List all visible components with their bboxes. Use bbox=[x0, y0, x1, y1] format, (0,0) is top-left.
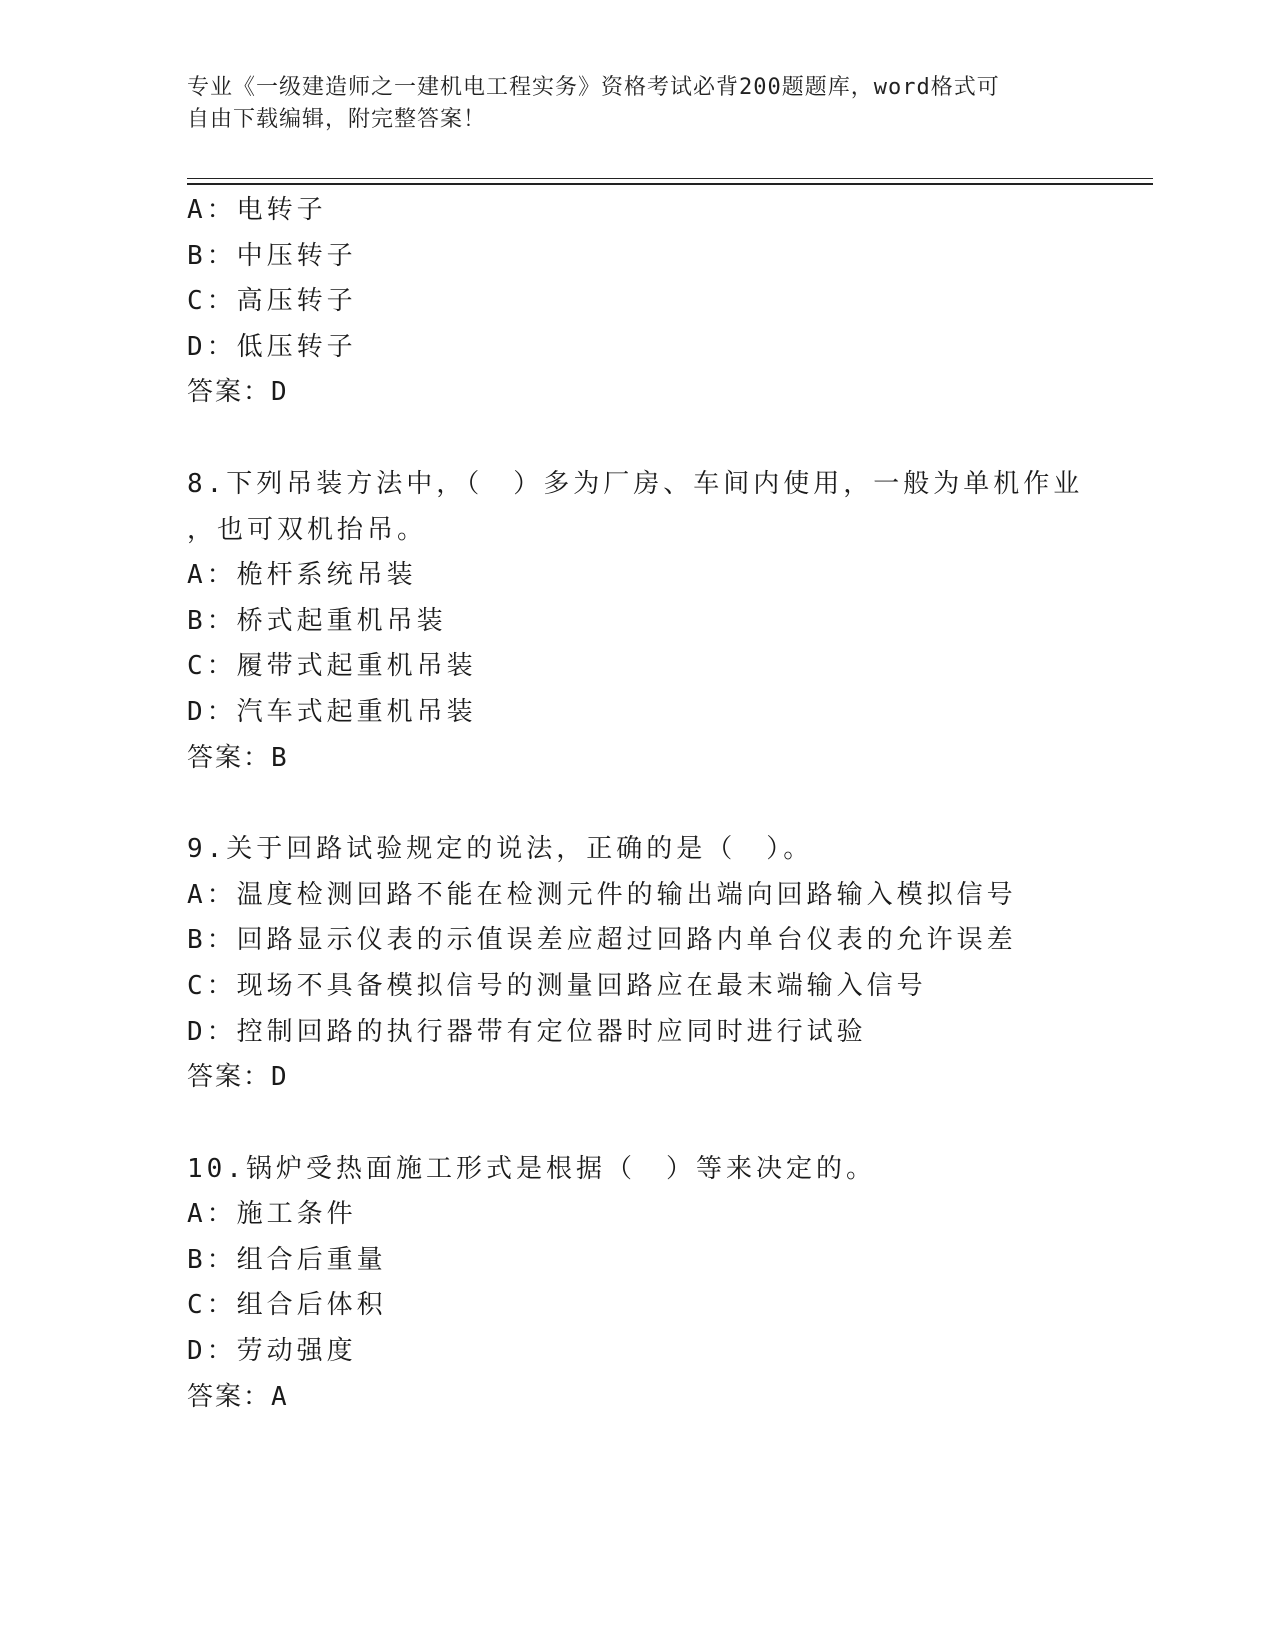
option-b: B：桥式起重机吊装 bbox=[187, 605, 447, 636]
header-line-1: 专业《一级建造师之一建机电工程实务》资格考试必背200题题库，word格式可 bbox=[187, 75, 1000, 100]
question-9 bbox=[187, 827, 1107, 1101]
document-header bbox=[187, 72, 1067, 136]
option-d: D：控制回路的执行器带有定位器时应同时进行试验 bbox=[187, 1016, 867, 1047]
option-b: B：回路显示仪表的示值误差应超过回路内单台仪表的允许误差 bbox=[187, 925, 1017, 956]
option-c: C：履带式起重机吊装 bbox=[187, 651, 477, 682]
question-stem-line-1: 8.下列吊装方法中，（ ）多为厂房、车间内使用，一般为单机作业 bbox=[187, 468, 1084, 499]
question-8 bbox=[187, 462, 1107, 781]
option-a: A：施工条件 bbox=[187, 1199, 357, 1230]
header-rule-thick bbox=[187, 183, 1153, 185]
option-a: A：桅杆系统吊装 bbox=[187, 560, 417, 591]
question-7 bbox=[187, 188, 1107, 416]
answer: 答案：D bbox=[187, 377, 289, 408]
spacer bbox=[187, 416, 1107, 462]
header-rule-thin bbox=[187, 178, 1153, 179]
option-d: D：劳动强度 bbox=[187, 1336, 357, 1367]
option-c: C：高压转子 bbox=[187, 286, 357, 317]
question-stem-line-2: ，也可双机抬吊。 bbox=[187, 514, 428, 545]
option-a: A：电转子 bbox=[187, 195, 327, 225]
answer: 答案：D bbox=[187, 1062, 289, 1093]
option-c: C：现场不具备模拟信号的测量回路应在最末端输入信号 bbox=[187, 970, 927, 1001]
option-d: D：汽车式起重机吊装 bbox=[187, 696, 477, 727]
spacer bbox=[187, 1101, 1107, 1147]
option-a: A：温度检测回路不能在检测元件的输出端向回路输入模拟信号 bbox=[187, 879, 1017, 910]
question-10 bbox=[187, 1147, 1107, 1421]
question-stem-line-1: 10.锅炉受热面施工形式是根据（ ）等来决定的。 bbox=[187, 1153, 876, 1184]
option-b: B：组合后重量 bbox=[187, 1244, 387, 1275]
answer: 答案：A bbox=[187, 1381, 289, 1412]
answer: 答案：B bbox=[187, 742, 289, 773]
option-c: C：组合后体积 bbox=[187, 1290, 387, 1321]
option-d: D：低压转子 bbox=[187, 331, 357, 362]
question-stem-line-1: 9.关于回路试验规定的说法，正确的是（ ）。 bbox=[187, 834, 814, 865]
option-b: B：中压转子 bbox=[187, 240, 357, 271]
spacer bbox=[187, 781, 1107, 827]
header-line-2: 自由下载编辑，附完整答案！ bbox=[187, 107, 487, 132]
question-list bbox=[187, 188, 1107, 1420]
